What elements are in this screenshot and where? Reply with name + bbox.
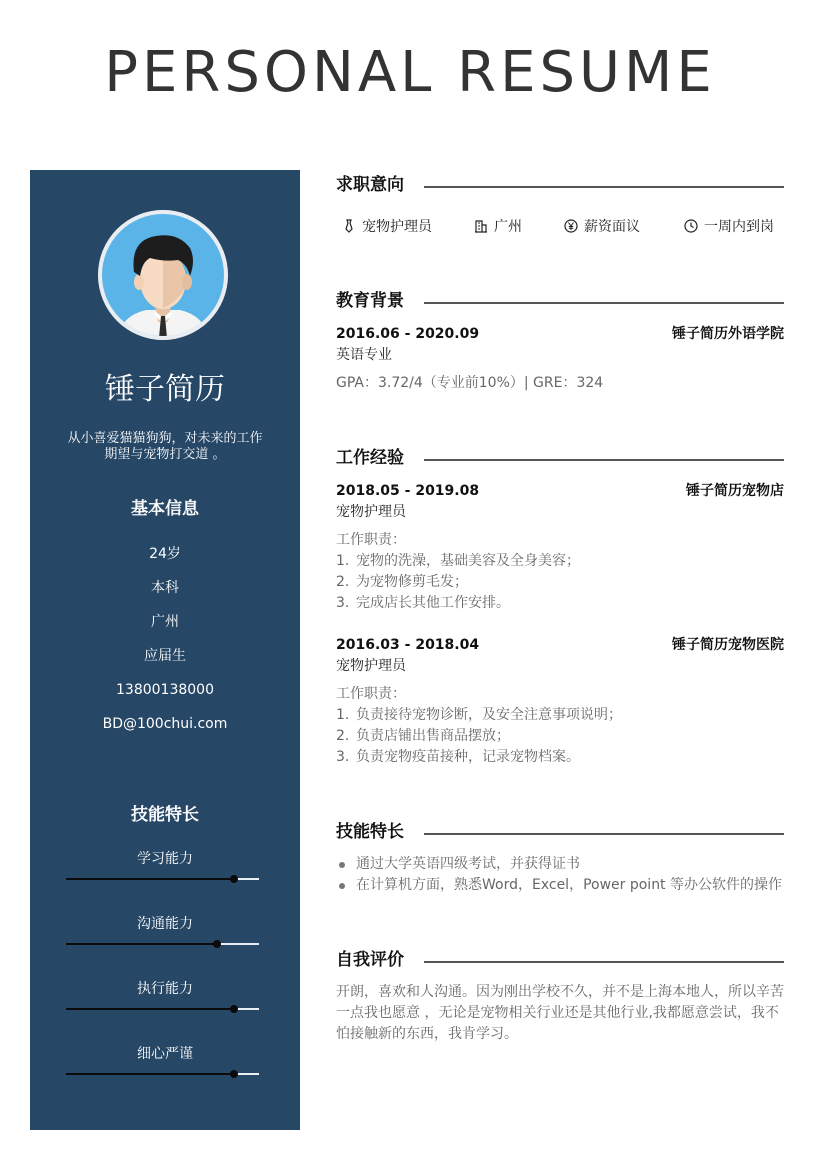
skill-text: 在计算机方面，熟悉Word，Excel，Power point 等办公软件的操作	[356, 877, 783, 893]
duty-list	[336, 551, 784, 614]
duty-number: 2.	[336, 728, 350, 744]
skill-fill	[66, 943, 217, 945]
duty-text: 负责宠物疫苗接种，记录宠物档案。	[356, 749, 580, 765]
section-divider	[424, 186, 784, 188]
job-row	[336, 480, 784, 502]
page-title: PERSONAL RESUME	[104, 40, 716, 105]
section-divider	[424, 302, 784, 304]
skill-handle	[230, 875, 238, 883]
duty-number: 1.	[336, 553, 350, 569]
duty-item	[336, 726, 784, 747]
duty-label: 工作职责：	[336, 686, 406, 702]
tie-icon	[342, 219, 356, 233]
skill-track	[66, 943, 259, 945]
skill-name: 学习能力	[137, 851, 193, 867]
job-role: 宠物护理员	[336, 504, 406, 520]
duty-list	[336, 705, 784, 768]
duty-text: 为宠物修剪毛发；	[356, 574, 468, 590]
job-role: 宠物护理员	[336, 658, 406, 674]
section-header	[336, 820, 784, 844]
duty-text: 负责店铺出售商品摆放；	[356, 728, 510, 744]
skill-learning	[30, 849, 300, 899]
skill-track	[66, 878, 259, 880]
info-degree: 本科	[151, 580, 179, 596]
duty-number: 3.	[336, 595, 350, 611]
building-icon	[474, 219, 488, 233]
intent-availability	[684, 217, 774, 237]
skills-heading: 技能特长	[131, 805, 199, 825]
duty-text: 宠物的洗澡，基础美容及全身美容；	[356, 553, 580, 569]
skill-text: 通过大学英语四级考试，并获得证书	[356, 856, 580, 872]
intent-position	[342, 217, 432, 237]
skill-track	[66, 1008, 259, 1010]
info-phone: 13800138000	[116, 682, 214, 698]
section-header	[336, 289, 784, 313]
candidate-name: 锤子简历	[105, 372, 225, 407]
company-name: 锤子简历宠物医院	[672, 637, 784, 653]
clock-icon	[684, 219, 698, 233]
self-eval-text: 开朗，喜欢和人沟通。因为刚出学校不久，并不是上海本地人，所以辛苦一点我也愿意 ，无论是宠物相关行业还是其他行业,我都愿意尝试，我不怕接触新的东西，我肯学习。	[336, 984, 784, 1042]
skill-handle	[213, 940, 221, 948]
intent-row	[336, 217, 784, 237]
duty-number: 2.	[336, 574, 350, 590]
duty-number: 1.	[336, 707, 350, 723]
skill-fill	[66, 878, 234, 880]
education-row	[336, 323, 784, 345]
info-status: 应届生	[144, 648, 186, 664]
major: 英语专业	[336, 347, 392, 363]
section-header	[336, 948, 784, 972]
self-eval-section	[336, 948, 784, 1045]
duty-item	[336, 747, 784, 768]
bullet-icon	[339, 883, 345, 889]
skill-communication	[30, 914, 300, 964]
education-section	[336, 289, 784, 394]
job-row	[336, 634, 784, 656]
education-detail: GPA：3.72/4（专业前10%）| GRE：324	[336, 375, 604, 391]
section-title: 自我评价	[336, 948, 414, 972]
intent-label: 宠物护理员	[362, 219, 432, 235]
info-city: 广州	[151, 614, 179, 630]
job-date: 2016.03 - 2018.04	[336, 637, 480, 653]
section-divider	[424, 961, 784, 963]
duty-text: 负责接待宠物诊断，及安全注意事项说明；	[356, 707, 622, 723]
skill-item	[336, 854, 784, 875]
basic-info-list	[30, 542, 300, 746]
bullet-icon	[339, 862, 345, 868]
skill-handle	[230, 1005, 238, 1013]
skill-name: 沟通能力	[137, 916, 193, 932]
intent-label: 薪资面议	[584, 219, 640, 235]
school-name: 锤子简历外语学院	[672, 326, 784, 342]
section-title: 技能特长	[336, 820, 414, 844]
skill-item	[336, 875, 784, 896]
skill-name: 细心严谨	[137, 1046, 193, 1062]
duty-item	[336, 593, 784, 614]
duty-text: 完成店长其他工作安排。	[356, 595, 510, 611]
section-title: 求职意向	[336, 173, 414, 197]
intent-label: 一周内到岗	[704, 219, 774, 235]
skills-list	[336, 854, 784, 896]
duty-item	[336, 572, 784, 593]
skill-execution	[30, 979, 300, 1029]
skill-fill	[66, 1008, 234, 1010]
yen-icon	[564, 219, 578, 233]
motto-text: 从小喜爱猫猫狗狗，对未来的工作期望与宠物打交道 。	[67, 431, 263, 462]
section-divider	[424, 459, 784, 461]
duty-number: 3.	[336, 749, 350, 765]
company-name: 锤子简历宠物店	[686, 483, 784, 499]
avatar	[98, 210, 228, 340]
info-email: BD@100chui.com	[102, 716, 228, 732]
intent-section	[336, 173, 784, 235]
info-age: 24岁	[149, 546, 181, 562]
section-header	[336, 173, 784, 197]
job-date: 2018.05 - 2019.08	[336, 483, 480, 499]
skill-fill	[66, 1073, 234, 1075]
section-title: 工作经验	[336, 446, 414, 470]
skill-handle	[230, 1070, 238, 1078]
skill-track	[66, 1073, 259, 1075]
skills-section	[336, 820, 784, 896]
basic-info-heading: 基本信息	[131, 499, 199, 519]
intent-salary	[564, 217, 640, 237]
work-section	[336, 446, 784, 768]
job-entry	[336, 634, 784, 768]
education-date: 2016.06 - 2020.09	[336, 326, 480, 342]
skill-carefulness	[30, 1044, 300, 1094]
duty-label: 工作职责：	[336, 532, 406, 548]
intent-city	[474, 217, 522, 237]
section-divider	[424, 833, 784, 835]
job-entry	[336, 480, 784, 614]
section-header	[336, 446, 784, 470]
intent-label: 广州	[494, 219, 522, 235]
sidebar	[30, 170, 300, 1130]
duty-item	[336, 551, 784, 572]
duty-item	[336, 705, 784, 726]
section-title: 教育背景	[336, 289, 414, 313]
skill-name: 执行能力	[137, 981, 193, 997]
